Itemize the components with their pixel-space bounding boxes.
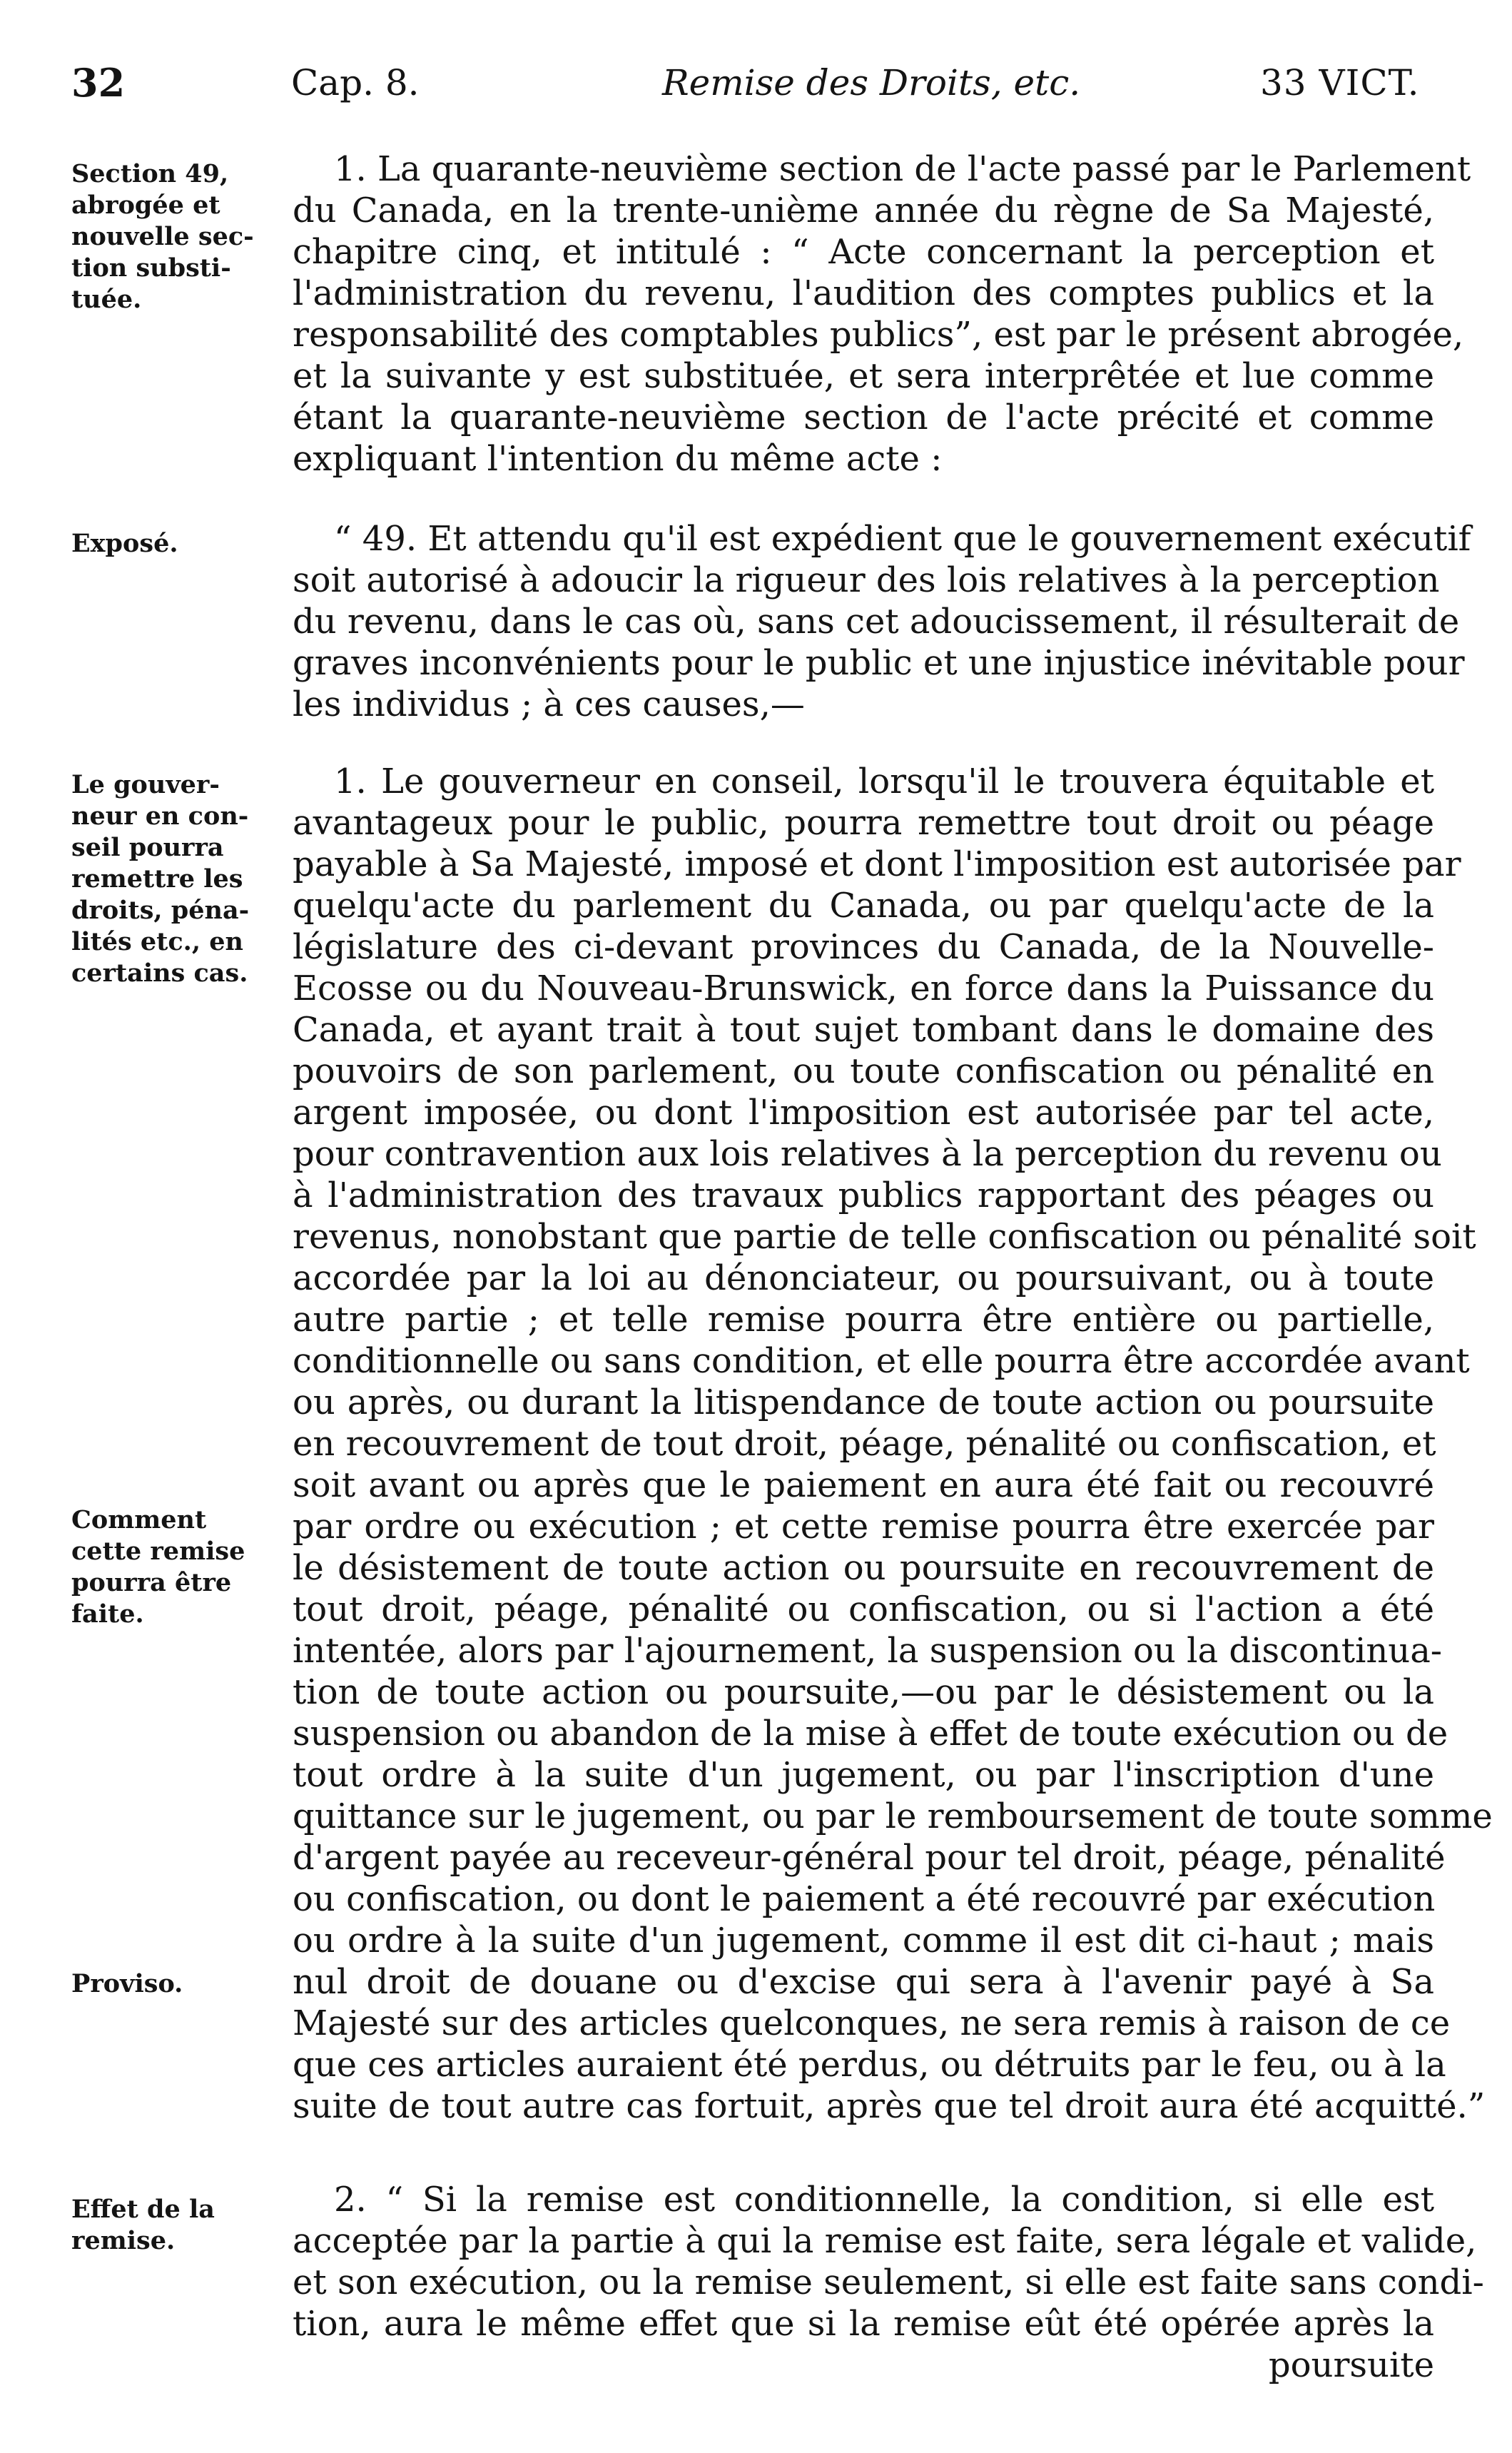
text-line: et son exécution, ou la remise seulement, si elle est faite sans condi-: [293, 2262, 1484, 2302]
text-line-row: [293, 2179, 1434, 2220]
text-line: tion, aura le même effet que si la remise eût été opérée après la: [293, 2304, 1434, 2344]
text-line-row: [293, 761, 1434, 802]
text-line: du revenu, dans le cas où, sans cet adoucissement, il résulterait de: [293, 602, 1460, 642]
text-line: revenus, nonobstant que partie de telle confiscation ou pénalité soit: [293, 1217, 1476, 1257]
text-line: 1. Le gouverneur en conseil, lorsqu'il le trouvera équitable et: [334, 762, 1434, 801]
text-line: chapitre cinq, et intitulé : “ Acte concernant la perception et: [293, 232, 1434, 272]
text-line: en recouvrement de tout droit, péage, pénalité ou confiscation, et: [293, 1424, 1436, 1464]
text-line: expliquant l'intention du même acte :: [293, 439, 943, 479]
text-line: avantageux pour le public, pourra remettre tout droit ou péage: [293, 803, 1434, 843]
text-line: quelqu'acte du parlement du Canada, ou par quelqu'acte de la: [293, 886, 1434, 926]
text-line: argent imposée, ou dont l'imposition est autorisée par tel acte,: [293, 1093, 1434, 1133]
text-line: tout droit, péage, pénalité ou confiscation, ou si l'action a été: [293, 1589, 1434, 1629]
text-line-row: [293, 148, 1471, 190]
text-line: intentée, alors par l'ajournement, la suspension ou la discontinua-: [293, 1631, 1443, 1671]
text-line: du Canada, en la trente-unième année du règne de Sa Majesté,: [293, 191, 1434, 231]
text-line: responsabilité des comptables publics”, est par le présent abrogée,: [293, 315, 1464, 355]
text-line: soit avant ou après que le paiement en aura été fait ou recouvré: [293, 1465, 1434, 1505]
text-line: conditionnelle ou sans condition, et elle pourra être accordée avant: [293, 1341, 1470, 1381]
text-line: par ordre ou exécution ; et cette remise pourra être exercée par: [293, 1507, 1434, 1547]
text-line: étant la quarante-neuvième section de l'acte précité et comme: [293, 398, 1434, 438]
text-line: à l'administration des travaux publics rapportant des péages ou: [293, 1175, 1434, 1215]
text-line: acceptée par la partie à qui la remise est faite, sera légale et valide,: [293, 2221, 1477, 2261]
text-line: 2. “ Si la remise est conditionnelle, la condition, si elle est: [334, 2180, 1434, 2220]
text-line: accordée par la loi au dénonciateur, ou poursuivant, ou à toute: [293, 1258, 1434, 1298]
text-line: l'administration du revenu, l'audition des comptes publics et la: [293, 273, 1434, 313]
paragraph-3: [293, 761, 1493, 2127]
text-line: tion de toute action ou poursuite,—ou par le désistement ou la: [293, 1672, 1434, 1712]
text-line: pour contravention aux lois relatives à la perception du revenu ou: [293, 1134, 1442, 1174]
text-line: 1. La quarante-neuvième section de l'acte passé par le Parlement: [334, 149, 1471, 189]
text-line: pouvoirs de son parlement, ou toute confiscation ou pénalité en: [293, 1051, 1434, 1091]
text-line: ou confiscation, ou dont le paiement a été recouvré par exécution: [293, 1879, 1436, 1919]
paragraph-4: [293, 2179, 1484, 2386]
text-line: Ecosse ou du Nouveau-Brunswick, en force dans la Puissance du: [293, 968, 1434, 1008]
page-number: 32: [71, 60, 126, 106]
text-line: autre partie ; et telle remise pourra être entière ou partielle,: [293, 1300, 1434, 1340]
text-line: d'argent payée au receveur-général pour tel droit, péage, pénalité: [293, 1838, 1446, 1878]
text-line-row: [293, 518, 1471, 560]
text-line: soit autorisé à adoucir la rigueur des lois relatives à la perception: [293, 560, 1440, 600]
text-line: poursuite: [1268, 2345, 1434, 2385]
text-line: et la suivante y est substituée, et sera interprêtée et lue comme: [293, 356, 1434, 396]
regnal-year: 33 VICT.: [1260, 62, 1420, 103]
text-line: nul droit de douane ou d'excise qui sera à l'avenir payé à Sa: [293, 1962, 1434, 2002]
text-line: Canada, et ayant trait à tout sujet tombant dans le domaine des: [293, 1010, 1434, 1050]
margin-note-comment: Comment cette remise pourra être faite.: [71, 1505, 245, 1629]
text-line: suite de tout autre cas fortuit, après que tel droit aura été acquitté.”: [293, 2086, 1486, 2126]
text-line: Majesté sur des articles quelconques, ne sera remis à raison de ce: [293, 2003, 1451, 2043]
margin-note-expose: Exposé.: [71, 529, 178, 558]
paragraph-2: [293, 518, 1471, 725]
chapter-label: Cap. 8.: [291, 62, 420, 103]
text-line: tout ordre à la suite d'un jugement, ou par l'inscription d'une: [293, 1755, 1434, 1795]
text-line: législature des ci-devant provinces du Canada, de la Nouvelle-: [293, 927, 1434, 967]
text-line: que ces articles auraient été perdus, ou détruits par le feu, ou à la: [293, 2045, 1446, 2085]
paragraph-1: [293, 148, 1471, 480]
margin-note-effet: Effet de la remise.: [71, 2195, 215, 2255]
text-line: graves inconvénients pour le public et une injustice inévitable pour: [293, 643, 1465, 683]
text-line: le désistement de toute action ou poursuite en recouvrement de: [293, 1548, 1434, 1588]
text-line: ou ordre à la suite d'un jugement, comme il est dit ci-haut ; mais: [293, 1921, 1434, 1961]
text-line: “ 49. Et attendu qu'il est expédient que le gouvernement exécutif: [334, 519, 1471, 559]
margin-note-section-49: Section 49, abrogée et nouvelle sec- tion substi- tuée.: [71, 159, 254, 314]
text-line: payable à Sa Majesté, imposé et dont l'imposition est autorisée par: [293, 844, 1461, 884]
margin-note-proviso: Proviso.: [71, 1969, 183, 1998]
text-line: ou après, ou durant la litispendance de toute action ou poursuite: [293, 1382, 1434, 1422]
margin-note-remise: Le gouver- neur en con- seil pourra remettre les droits, péna- lités etc., en certains cas.: [71, 770, 250, 988]
text-line: les individus ; à ces causes,—: [293, 684, 805, 724]
text-line: suspension ou abandon de la mise à effet de toute exécution ou de: [293, 1714, 1448, 1754]
running-title: Remise des Droits, etc.: [662, 62, 1081, 103]
text-line: quittance sur le jugement, ou par le remboursement de toute somme: [293, 1796, 1493, 1836]
